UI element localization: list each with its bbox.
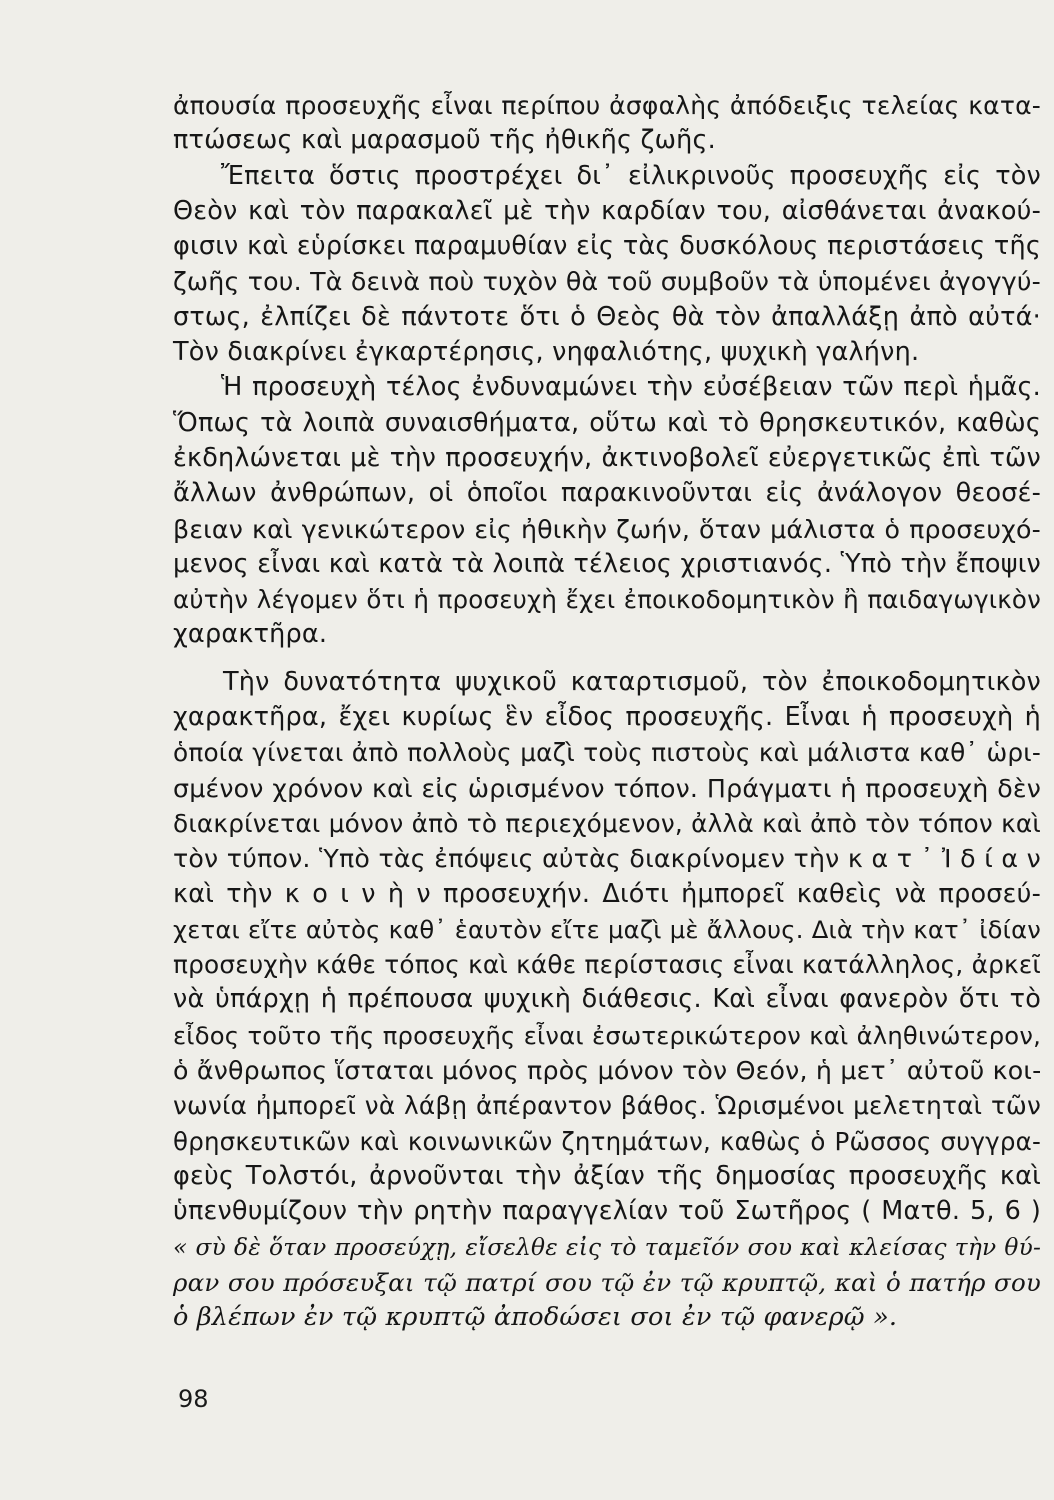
text-line: Τὴν δυνατότητα ψυχικοῦ καταρτισμοῦ, τὸν ἐποικοδομητικὸν xyxy=(223,666,1041,697)
text-line: ἐκδηλώνεται μὲ τὴν προσευχήν, ἀκτινοβολεῖ εὐεργετικῶς ἐπὶ τῶν xyxy=(173,442,1041,473)
text-line: μενος εἶναι καὶ κατὰ τὰ λοιπὰ τέλειος χριστιανός. Ὑπὸ τὴν ἔποψιν xyxy=(173,548,1041,579)
quote-line: ραν σου πρόσευξαι τῷ πατρί σου τῷ ἐν τῷ κρυπτῷ, καὶ ὁ πατήρ σου xyxy=(173,1267,1041,1297)
text-line: διακρίνεται μόνον ἀπὸ τὸ περιεχόμενον, ἀλλὰ καὶ ἀπὸ τὸν τόπον καὶ xyxy=(173,808,1041,838)
text-line: Θεὸν καὶ τὸν παρακαλεῖ μὲ τὴν καρδίαν του, αἰσθάνεται ἀνακού- xyxy=(173,195,1041,226)
text-line: πτώσεως καὶ μαρασμοῦ τῆς ἠθικῆς ζωῆς. xyxy=(173,125,716,156)
text-line: θρησκευτικῶν καὶ κοινωνικῶν ζητημάτων, καθὼς ὁ Ρῶσσος συγγρα- xyxy=(173,1126,1041,1156)
text-line: νωνία ἠμπορεῖ νὰ λάβῃ ἀπέραντον βάθος. Ὡρισμένοι μελετηταὶ τῶν xyxy=(173,1091,1041,1121)
text-line: καὶ τὴν κ ο ι ν ὴ ν προσευχήν. Διότι ἠμπορεῖ καθεὶς νὰ προσεύ- xyxy=(173,878,1041,909)
text-line: φεὺς Τολστόι, ἀρνοῦνται τὴν ἀξίαν τῆς δημοσίας προσευχῆς καὶ xyxy=(173,1160,1041,1191)
body-text xyxy=(173,88,1041,1335)
quote-line: « σὺ δὲ ὅταν προσεύχῃ, εἴσελθε εἰς τὸ ταμεῖόν σου καὶ κλείσας τὴν θύ- xyxy=(173,1233,1041,1261)
text-line: ὑπενθυμίζουν τὴν ρητὴν παραγγελίαν τοῦ Σωτῆρος ( Ματθ. 5, 6 ) xyxy=(173,1196,1041,1227)
text-line: σμένον χρόνον καὶ εἰς ὡρισμένον τόπον. Πράγματι ἡ προσευχὴ δὲν xyxy=(173,773,1041,803)
text-line: βειαν καὶ γενικώτερον εἰς ἠθικὴν ζωήν, ὅταν μάλιστα ὁ προσευχό- xyxy=(173,514,1041,544)
text-line: αὐτὴν λέγομεν ὅτι ἡ προσευχὴ ἔχει ἐποικοδομητικὸν ἢ παιδαγωγικὸν xyxy=(173,585,1041,615)
text-line: χαρακτῆρα. xyxy=(173,619,328,650)
quote-line: ὁ βλέπων ἐν τῷ κρυπτῷ ἀποδώσει σοι ἐν τῷ φανερῷ ». xyxy=(173,1302,898,1333)
text-line: ἀπουσία προσευχῆς εἶναι περίπου ἀσφαλὴς ἀπόδειξις τελείας κατα- xyxy=(173,91,1041,120)
text-line: εἶδος τοῦτο τῆς προσευχῆς εἶναι ἐσωτερικώτερον καὶ ἀληθινώτερον, xyxy=(173,1020,1041,1050)
text-line: ἄλλων ἀνθρώπων, οἱ ὁποῖοι παρακινοῦνται εἰς ἀνάλογον θεοσέ- xyxy=(173,478,1041,509)
text-line: ὁποία γίνεται ἀπὸ πολλοὺς μαζὶ τοὺς πιστοὺς καὶ μάλιστα καθ᾽ ὡρι- xyxy=(173,738,1041,768)
text-line: χεται εἴτε αὐτὸς καθ᾽ ἑαυτὸν εἴτε μαζὶ μὲ ἄλλους. Διὰ τὴν κατ᾽ ἰδίαν xyxy=(173,914,1041,944)
text-line: ὁ ἄνθρωπος ἵσταται μόνος πρὸς μόνον τὸν Θεόν, ἡ μετ᾽ αὐτοῦ κοι- xyxy=(173,1056,1042,1086)
text-line: προσευχὴν κάθε τόπος καὶ κάθε περίστασις εἶναι κατάλληλος, ἀρκεῖ xyxy=(173,950,1041,980)
text-line: Τὸν διακρίνει ἐγκαρτέρησις, νηφαλιότης, ψυχικὴ γαλήνη. xyxy=(173,337,920,368)
text-line: Ἔπειτα ὅστις προστρέχει δι᾽ εἰλικρινοῦς προσευχῆς εἰς τὸν xyxy=(221,160,1041,191)
text-line: Ἡ προσευχὴ τέλος ἐνδυναμώνει τὴν εὐσέβειαν τῶν περὶ ἡμᾶς. xyxy=(221,372,1041,403)
text-line: τὸν τύπον. Ὑπὸ τὰς ἐπόψεις αὐτὰς διακρίνομεν τὴν κ α τ ᾽ Ἰ δ ί α ν xyxy=(173,844,1041,874)
text-line: Ὅπως τὰ λοιπὰ συναισθήματα, οὕτω καὶ τὸ θρησκευτικόν, καθὼς xyxy=(173,407,1041,438)
text-line: νὰ ὑπάρχῃ ἡ πρέπουσα ψυχικὴ διάθεσις. Καὶ εἶναι φανερὸν ὅτι τὸ xyxy=(173,984,1041,1015)
page-number: 98 xyxy=(178,1385,209,1413)
text-line: φισιν καὶ εὑρίσκει παραμυθίαν εἰς τὰς δυσκόλους περιστάσεις τῆς xyxy=(173,231,1041,262)
text-line: χαρακτῆρα, ἔχει κυρίως ἓν εἶδος προσευχῆς. Εἶναι ἡ προσευχὴ ἡ xyxy=(173,702,1041,733)
text-line: ζωῆς του. Τὰ δεινὰ ποὺ τυχὸν θὰ τοῦ συμβοῦν τὰ ὑπομένει ἀγογγύ- xyxy=(173,267,1041,297)
text-line: στως, ἐλπίζει δὲ πάντοτε ὅτι ὁ Θεὸς θὰ τὸν ἀπαλλάξῃ ἀπὸ αὐτά· xyxy=(173,301,1041,332)
